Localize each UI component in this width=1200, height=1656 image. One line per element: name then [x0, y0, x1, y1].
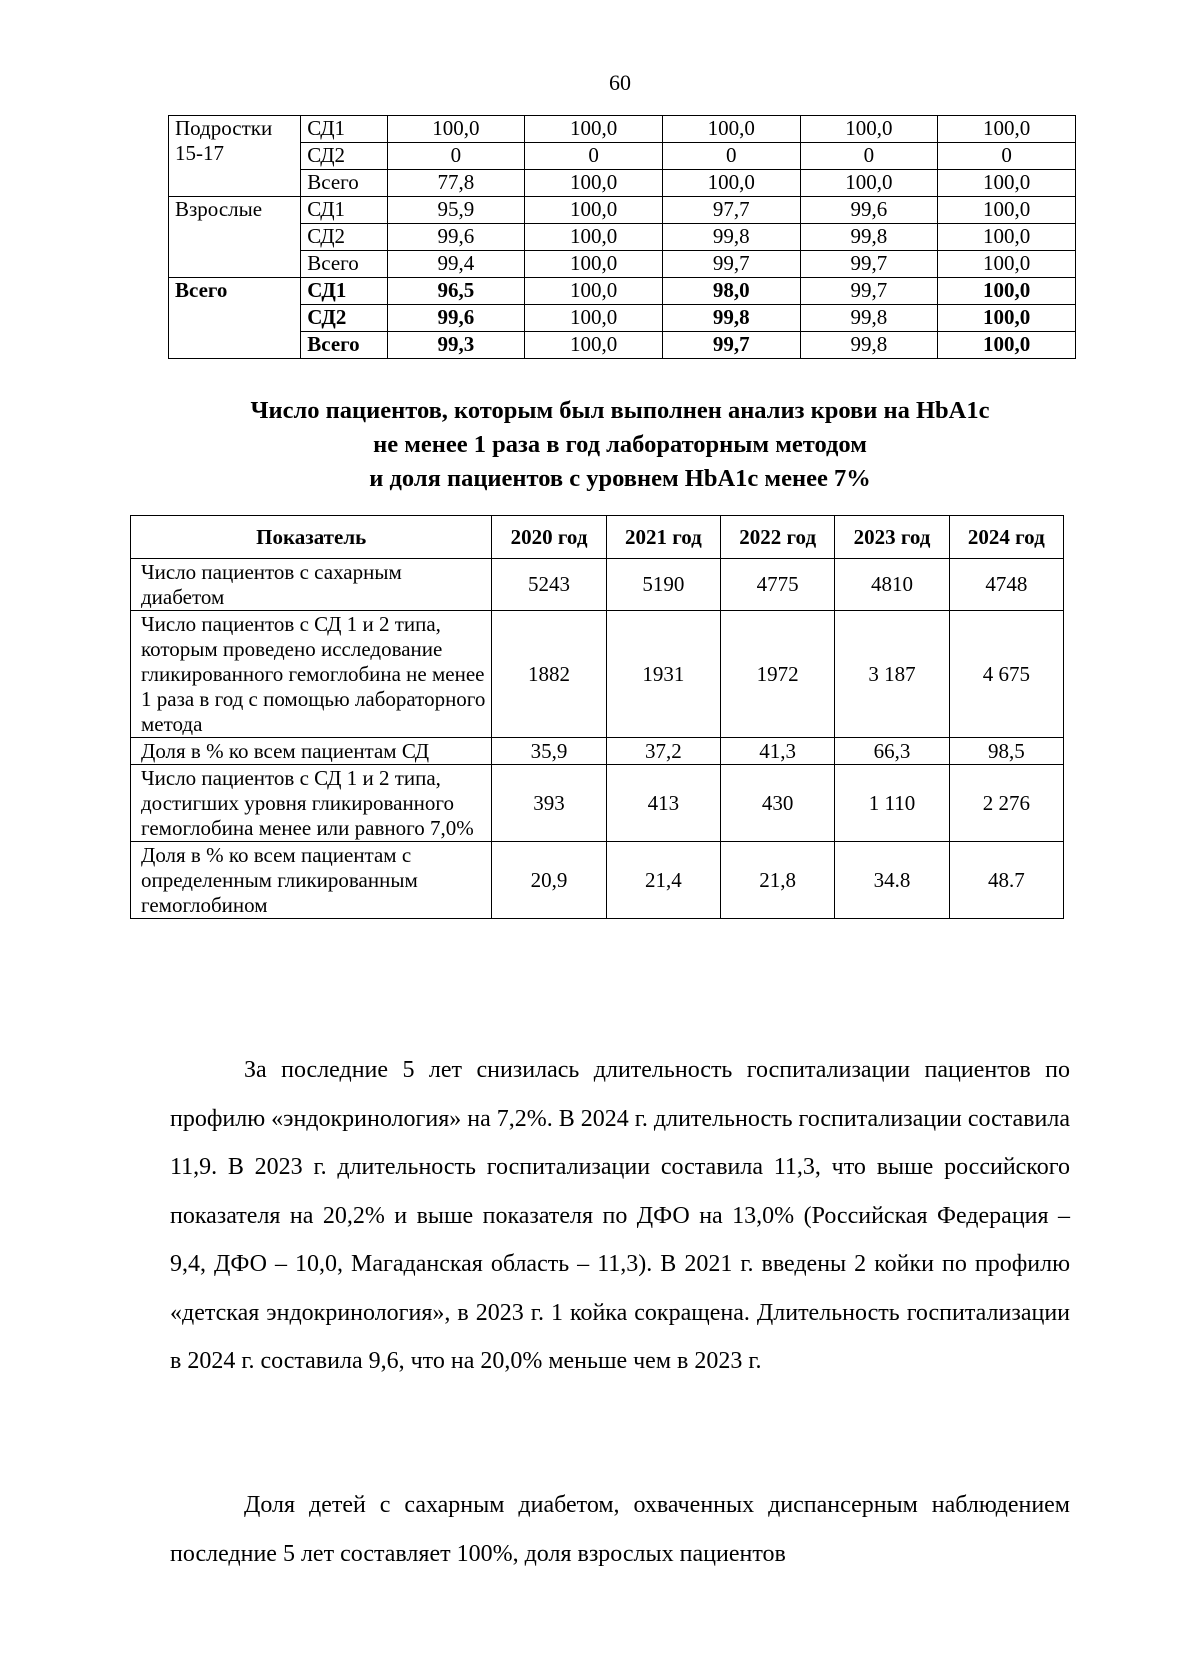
- table-cell: 100,0: [525, 170, 663, 197]
- table-cell: 34.8: [835, 842, 949, 919]
- table-cell: 99,3: [387, 332, 525, 359]
- diabetes-type-label: СД1: [301, 116, 387, 143]
- heading-line-1: Число пациентов, которым был выполнен анализ крови на HbA1c: [250, 397, 990, 424]
- table-cell: 99,8: [662, 305, 800, 332]
- table-cell: 99,7: [800, 278, 938, 305]
- indicator-label: Доля в % ко всем пациентам с определенным гликированным гемоглобином: [131, 842, 492, 919]
- table-cell: 100,0: [525, 251, 663, 278]
- table-cell: 100,0: [525, 332, 663, 359]
- table-cell: 100,0: [387, 116, 525, 143]
- table-cell: 5243: [492, 559, 606, 611]
- table-cell: 99,6: [387, 224, 525, 251]
- indicator-label: Доля в % ко всем пациентам СД: [131, 738, 492, 765]
- table-cell: 4 675: [949, 611, 1063, 738]
- table-cell: 0: [662, 143, 800, 170]
- hba1c-table: [130, 515, 1064, 919]
- diabetes-type-label: СД1: [301, 197, 387, 224]
- section-heading: [150, 394, 1090, 496]
- table-cell: 100,0: [800, 116, 938, 143]
- table-cell: 99,8: [800, 332, 938, 359]
- page-number: 60: [609, 70, 631, 95]
- table-cell: 4810: [835, 559, 949, 611]
- table-row: [169, 170, 1076, 197]
- table-row: [131, 559, 1064, 611]
- table-cell: 1 110: [835, 765, 949, 842]
- table-cell: 48.7: [949, 842, 1063, 919]
- table-cell: 21,4: [606, 842, 720, 919]
- table-cell: 100,0: [938, 305, 1076, 332]
- table-cell: 99,7: [800, 251, 938, 278]
- table-cell: 66,3: [835, 738, 949, 765]
- table-cell: 4775: [721, 559, 835, 611]
- table-cell: 393: [492, 765, 606, 842]
- table-header-row: [131, 516, 1064, 559]
- table-cell: 0: [938, 143, 1076, 170]
- table-cell: 100,0: [662, 170, 800, 197]
- table-cell: 0: [387, 143, 525, 170]
- table-cell: 100,0: [525, 197, 663, 224]
- table-cell: 21,8: [721, 842, 835, 919]
- table-cell: 99,8: [800, 305, 938, 332]
- table-cell: 100,0: [938, 251, 1076, 278]
- table-cell: 1931: [606, 611, 720, 738]
- table-row: [131, 738, 1064, 765]
- table-cell: 413: [606, 765, 720, 842]
- table-cell: 100,0: [525, 305, 663, 332]
- table-cell: 100,0: [938, 278, 1076, 305]
- table-row: [169, 305, 1076, 332]
- header-year-2020: 2020 год: [492, 516, 606, 559]
- header-year-2023: 2023 год: [835, 516, 949, 559]
- table-row: [169, 278, 1076, 305]
- table-cell: 77,8: [387, 170, 525, 197]
- header-year-2024: 2024 год: [949, 516, 1063, 559]
- table-cell: 100,0: [525, 278, 663, 305]
- group-label: Взрослые: [169, 197, 301, 278]
- paragraph-dispensary: Доля детей с сахарным диабетом, охваченных диспансерным наблюдением последние 5 лет составляет 100%, доля взрослых пациентов: [170, 1492, 1070, 1567]
- table-cell: 99,7: [662, 332, 800, 359]
- table-cell: 100,0: [938, 170, 1076, 197]
- table-cell: 100,0: [525, 224, 663, 251]
- table-cell: 99,7: [662, 251, 800, 278]
- table-cell: 35,9: [492, 738, 606, 765]
- diabetes-type-label: СД1: [301, 278, 387, 305]
- table-cell: 99,6: [800, 197, 938, 224]
- table-row: [169, 224, 1076, 251]
- indicator-label: Число пациентов с СД 1 и 2 типа, достигших уровня гликированного гемоглобина менее или равного 7,0%: [131, 765, 492, 842]
- table-cell: 99,4: [387, 251, 525, 278]
- table-cell: 96,5: [387, 278, 525, 305]
- table-cell: 37,2: [606, 738, 720, 765]
- table-cell: 430: [721, 765, 835, 842]
- group-label: Всего: [169, 278, 301, 359]
- table-cell: 100,0: [662, 116, 800, 143]
- table-cell: 5190: [606, 559, 720, 611]
- table-cell: 95,9: [387, 197, 525, 224]
- table-cell: 100,0: [938, 332, 1076, 359]
- table-cell: 99,8: [662, 224, 800, 251]
- table-cell: 2 276: [949, 765, 1063, 842]
- diabetes-type-label: СД2: [301, 143, 387, 170]
- diabetes-type-label: Всего: [301, 170, 387, 197]
- heading-line-2: не менее 1 раза в год лабораторным методом: [373, 431, 867, 458]
- table-cell: 100,0: [938, 116, 1076, 143]
- header-indicator: Показатель: [131, 516, 492, 559]
- table-cell: 1972: [721, 611, 835, 738]
- heading-line-3: и доля пациентов с уровнем HbA1c менее 7%: [369, 465, 871, 492]
- table-row: [169, 197, 1076, 224]
- table-row: [131, 765, 1064, 842]
- paragraph-hospitalization: За последние 5 лет снизилась длительность госпитализации пациентов по профилю «эндокринология» на 7,2%. В 2024 г. длительность госпитализации составила 11,9. В 2023 г. длительность госпитализации составила 11,3, что выше российского показателя на 20,2% и выше показателя по ДФО на 13,0% (Российская Федерация – 9,4, ДФО – 10,0, Магаданская область – 11,3). В 2021 г. введены 2 койки по профилю «детская эндокринология», в 2023 г. 1 койка сокращена. Длительность госпитализации в 2024 г. составила 9,6, что на 20,0% меньше чем в 2023 г.: [170, 1057, 1070, 1374]
- indicator-label: Число пациентов с СД 1 и 2 типа, которым проведено исследование гликированного гемоглобина не менее 1 раза в год с помощью лабораторного метода: [131, 611, 492, 738]
- table-cell: 0: [525, 143, 663, 170]
- table-cell: 98,0: [662, 278, 800, 305]
- diabetes-type-label: СД2: [301, 305, 387, 332]
- table-cell: 98,5: [949, 738, 1063, 765]
- diabetes-type-label: Всего: [301, 332, 387, 359]
- table-cell: 4748: [949, 559, 1063, 611]
- diabetes-type-label: Всего: [301, 251, 387, 278]
- table-row: [131, 611, 1064, 738]
- table-cell: 41,3: [721, 738, 835, 765]
- table-cell: 100,0: [938, 224, 1076, 251]
- table-cell: 97,7: [662, 197, 800, 224]
- diabetes-type-label: СД2: [301, 224, 387, 251]
- table-row: [131, 842, 1064, 919]
- table-row: [169, 116, 1076, 143]
- table-row: [169, 251, 1076, 278]
- table-row: [169, 332, 1076, 359]
- indicator-label: Число пациентов с сахарным диабетом: [131, 559, 492, 611]
- table-cell: 100,0: [800, 170, 938, 197]
- table-cell: 1882: [492, 611, 606, 738]
- compliance-table: [168, 115, 1076, 359]
- table-cell: 20,9: [492, 842, 606, 919]
- header-year-2021: 2021 год: [606, 516, 720, 559]
- group-label: Подростки 15-17: [169, 116, 301, 197]
- table-cell: 0: [800, 143, 938, 170]
- header-year-2022: 2022 год: [721, 516, 835, 559]
- table-cell: 3 187: [835, 611, 949, 738]
- table-cell: 99,6: [387, 305, 525, 332]
- table-row: [169, 143, 1076, 170]
- table-cell: 100,0: [525, 116, 663, 143]
- table-cell: 99,8: [800, 224, 938, 251]
- table-cell: 100,0: [938, 197, 1076, 224]
